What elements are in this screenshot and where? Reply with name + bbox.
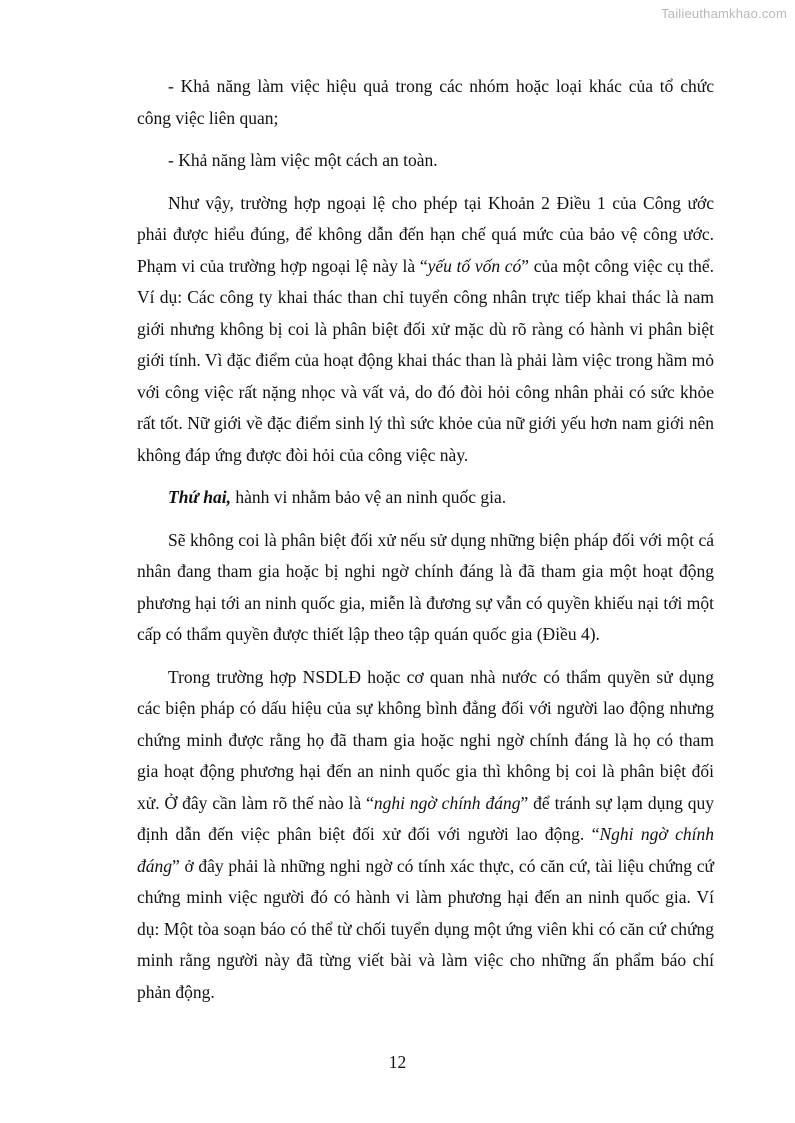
paragraph-legitimate-suspicion: [137, 662, 714, 1009]
page-number: 12: [388, 1052, 407, 1072]
lead-text: Thứ hai,: [168, 487, 232, 507]
watermark: Tailieuthamkhao.com: [661, 6, 787, 21]
emphasis-legitimate-suspicion: nghi ngờ chính đáng: [373, 792, 521, 813]
paragraph-skill-teamwork: - Khả năng làm việc hiệu quả trong các nhóm hoặc loại khác của tổ chức công việc liên quan;: [137, 76, 714, 128]
paragraph-national-security-measures: Sẽ không coi là phân biệt đối xử nếu sử dụng những biện pháp đối với một cá nhân đang tham gia hoặc bị nghi ngờ chính đáng là đã tham gia một hoạt động phương hại tới an ninh quốc gia, miễn là đương sự vẫn có quyền khiếu nại tới một cấp có thẩm quyền được thiết lập theo tập quán quốc gia (Điều 4).: [137, 529, 714, 644]
paragraph-skill-safety: - Khả năng làm việc một cách an toàn.: [168, 150, 438, 170]
emphasis-inherent-factor: yếu tố vốn có: [427, 255, 522, 276]
paragraph-inherent-requirements: [137, 188, 714, 472]
document-body: [137, 71, 714, 1008]
bold-italic-lead: [168, 487, 231, 507]
text-segment: ” của một công việc cụ thể. Ví dụ: Các công ty khai thác than chỉ tuyển công nhân trực tiếp khai thác là nam giới nhưng không bị coi là phân biệt đối xử mặc dù rõ ràng có hành vi phân biệt giới tính. Vì đặc điểm của hoạt động khai thác than là phải làm việc trong hầm mỏ với công việc rất nặng nhọc và vất vả, do đó đòi hỏi công nhân phải có sức khỏe rất tốt. Nữ giới về đặc điểm sinh lý thì sức khỏe của nữ giới yếu hơn nam giới nên không đáp ứng được đòi hỏi của công việc này.: [137, 255, 714, 465]
text-segment: ” để tránh sự lạm dụng quy định dẫn đến việc phân biệt đối xử đối với người lao động. “: [137, 792, 714, 844]
text-segment: ” ở đây phải là những nghi ngờ có tính xác thực, có căn cứ, tài liệu chứng cứ chứng minh việc người đó có hành vi làm phương hại đến an ninh quốc gia. Ví dụ: Một tòa soạn báo có thể từ chối tuyển dụng một ứng viên khi có căn cứ chứng minh rằng người này đã từng viết bài và làm việc cho những ấn phẩm báo chí phản động.: [137, 855, 714, 1002]
text-segment: Trong trường hợp NSDLĐ hoặc cơ quan nhà nước có thẩm quyền sử dụng các biện pháp có dấu hiệu của sự không bình đẳng đối với người lao động nhưng chứng minh được rằng họ đã tham gia hoặc nghi ngờ chính đáng là họ có tham gia hoạt động phương hại đến an ninh quốc gia thì không bị coi là phân biệt đối xử. Ở đây cần làm rõ thế nào là “: [137, 666, 714, 813]
emphasis-legitimate-suspicion-2: Nghi ngờ chính đáng: [137, 824, 714, 876]
text-segment: Như vậy, trường hợp ngoại lệ cho phép tại Khoản 2 Điều 1 của Công ước phải được hiểu đúng, để không dẫn đến hạn chế quá mức của bảo vệ công ước. Phạm vi của trường hợp ngoại lệ này là “: [137, 192, 714, 276]
paragraph-second-exception-heading: [137, 482, 714, 514]
text-segment: hành vi nhằm bảo vệ an ninh quốc gia.: [231, 487, 507, 507]
